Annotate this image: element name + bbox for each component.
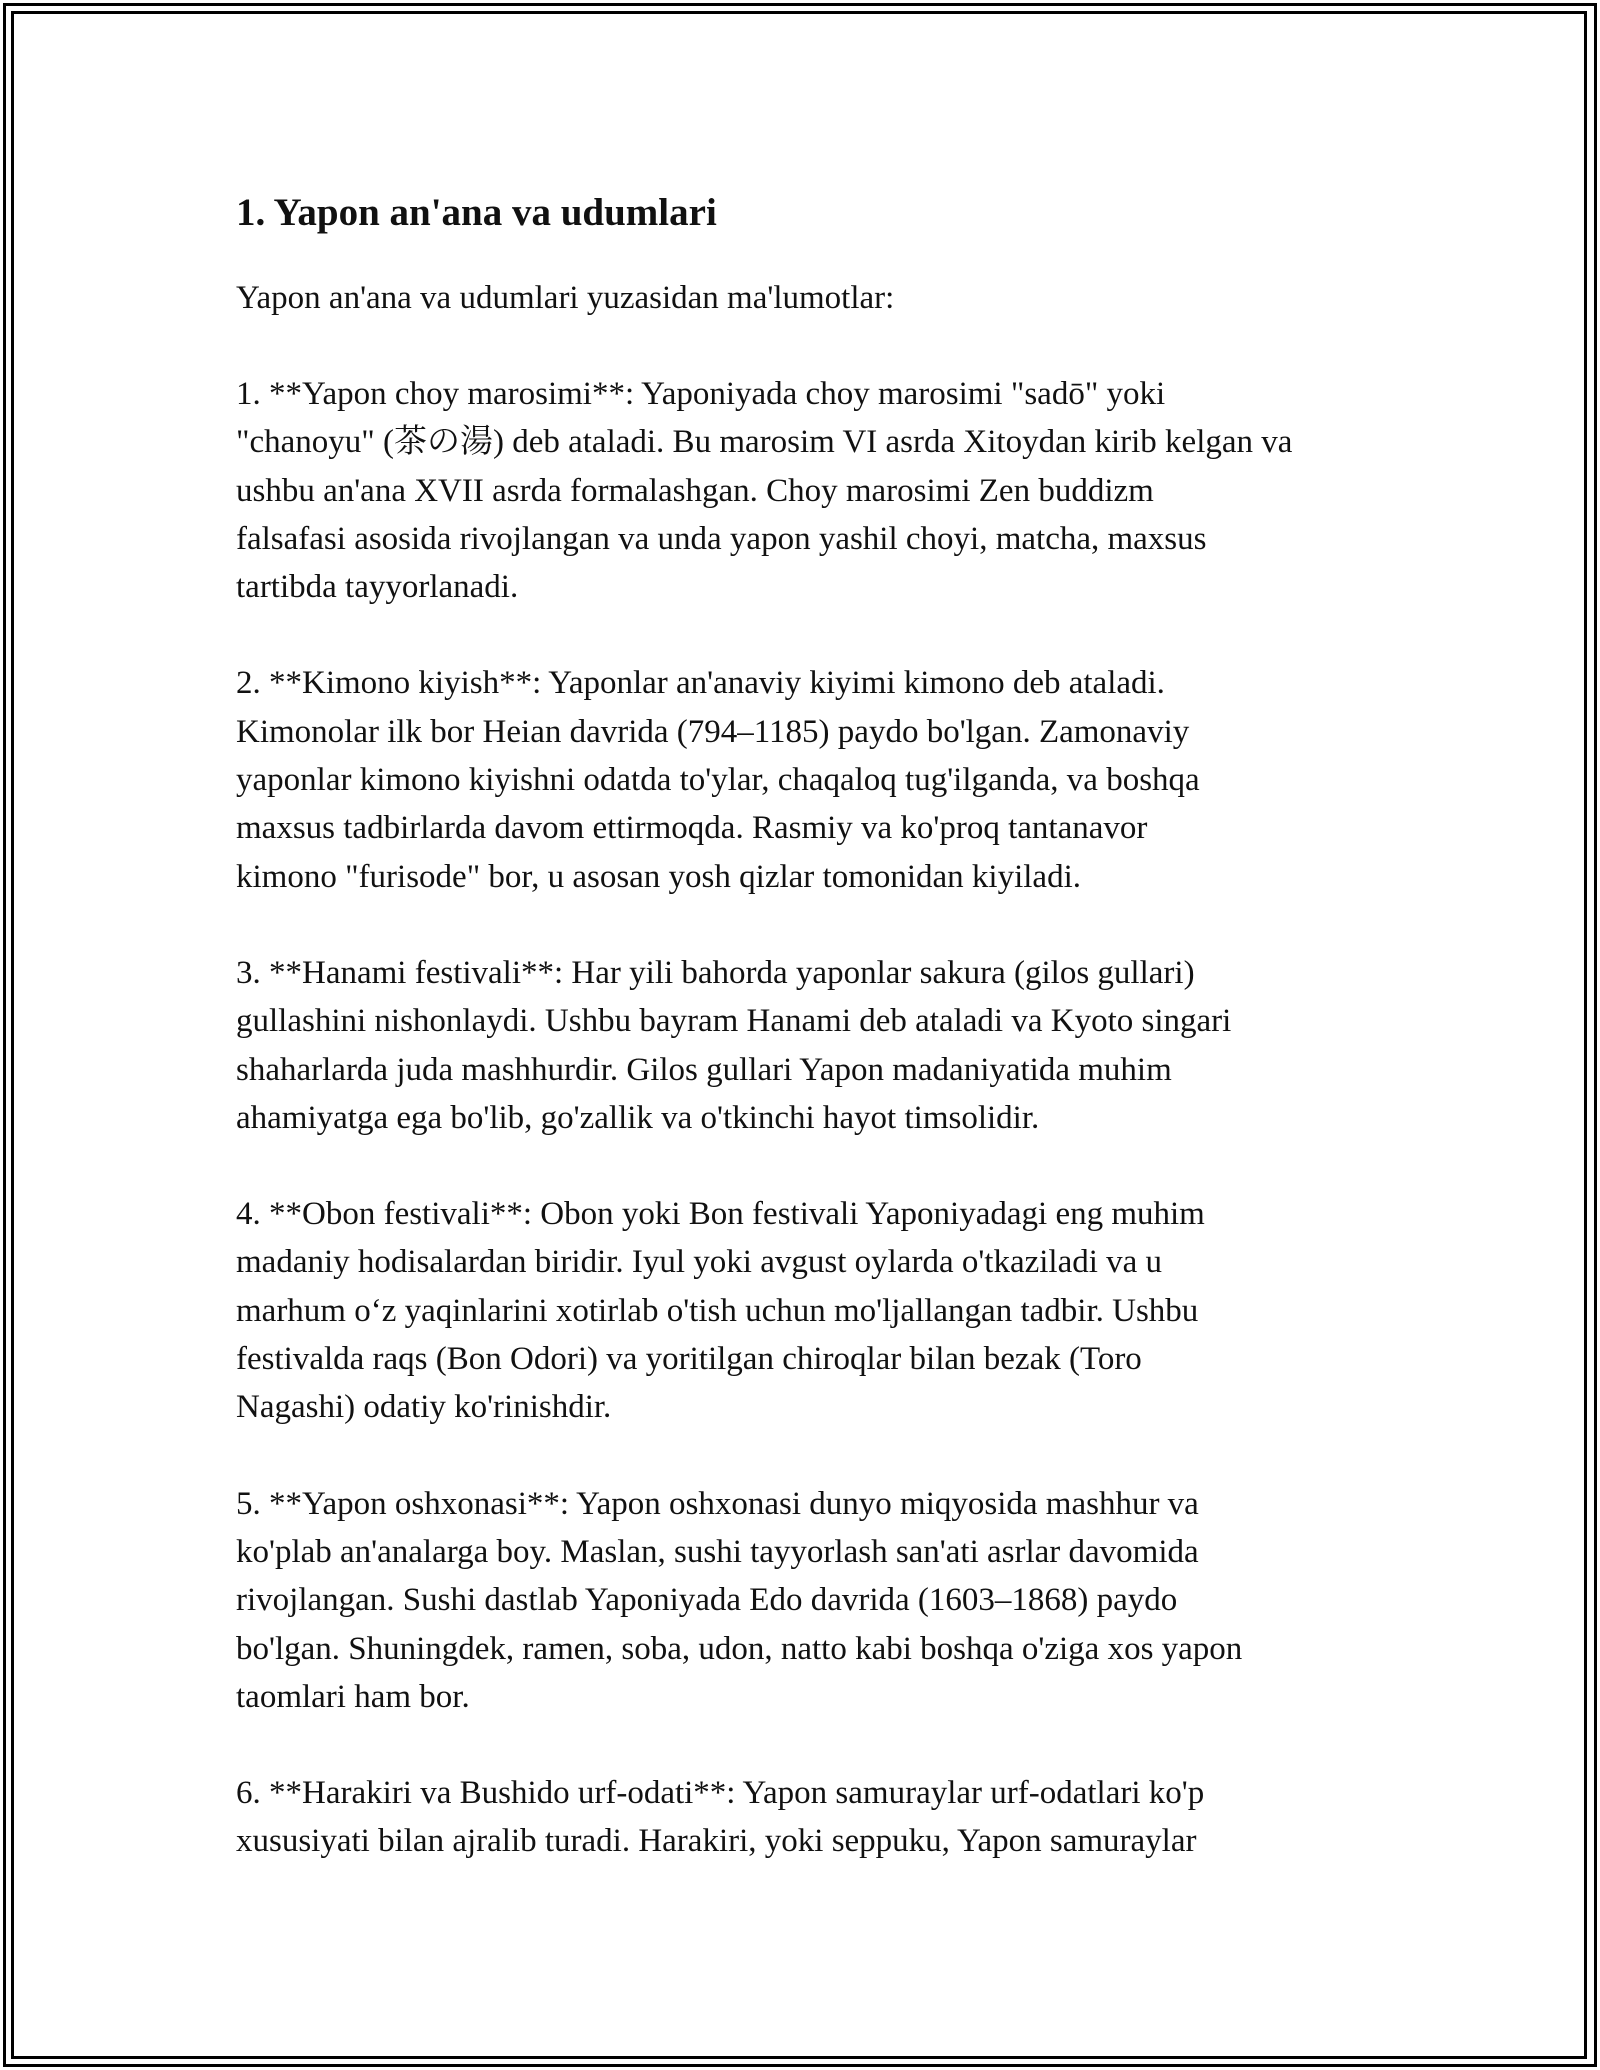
list-item-kimono: 2. **Kimono kiyish**: Yaponlar an'anaviy kiyimi kimono deb ataladi. Kimonolar ilk bor Heian davrida (794–1185) paydo bo'lgan. Zamonaviy yaponlar kimono kiyishni odatda to'ylar, chaqaloq tug'ilganda, va boshqa maxsus tadbirlarda davom ettirmoqda. Rasmiy va ko'proq tantanavor kimono "furisode" bor, u asosan yosh qizlar tomonidan kiyiladi.	[236, 665, 1200, 895]
list-item-hanami: 3. **Hanami festivali**: Har yili bahorda yaponlar sakura (gilos gullari) gullashini nishonlaydi. Ushbu bayram Hanami deb ataladi va Kyoto singari shaharlarda juda mashhurdir. Gilos gullari Yapon madaniyatida muhim ahamiyatga ega bo'lib, go'zallik va o'tkinchi hayot timsolidir.	[236, 954, 1232, 1136]
document-title: 1. Yapon an'ana va udumlari	[236, 191, 717, 234]
intro-paragraph: Yapon an'ana va udumlari yuzasidan ma'lumotlar:	[236, 280, 895, 316]
list-item-obon: 4. **Obon festivali**: Obon yoki Bon festivali Yaponiyadagi eng muhim madaniy hodisalardan biridir. Iyul yoki avgust oylarda o'tkaziladi va u marhum oʻz yaqinlarini xotirlab o'tish uchun mo'ljallangan tadbir. Ushbu festivalda raqs (Bon Odori) va yoritilgan chiroqlar bilan bezak (Toro Nagashi) odatiy ko'rinishdir.	[236, 1196, 1205, 1426]
list-item-cuisine: 5. **Yapon oshxonasi**: Yapon oshxonasi dunyo miqyosida mashhur va ko'plab an'analarga boy. Maslan, sushi tayyorlash san'ati asrlar davomida rivojlangan. Sushi dastlab Yaponiyada Edo davrida (1603–1868) paydo bo'lgan. Shuningdek, ramen, soba, udon, natto kabi boshqa o'ziga xos yapon taomlari ham bor.	[236, 1485, 1243, 1715]
list-item-harakiri-bushido: 6. **Harakiri va Bushido urf-odati**: Yapon samuraylar urf-odatlari ko'p xususiyati bilan ajralib turadi. Harakiri, yoki seppuku, Yapon samuraylar	[236, 1775, 1205, 1860]
document-body	[236, 180, 1386, 1866]
list-item-tea-ceremony: 1. **Yapon choy marosimi**: Yaponiyada choy marosimi "sadō" yoki "chanoyu" (茶の湯) deb ataladi. Bu marosim VI asrda Xitoydan kirib kelgan va ushbu an'ana XVII asrda formalashgan. Choy marosimi Zen buddizm falsafasi asosida rivojlangan va unda yapon yashil choyi, matcha, maxsus tartibda tayyorlanadi.	[236, 376, 1293, 606]
